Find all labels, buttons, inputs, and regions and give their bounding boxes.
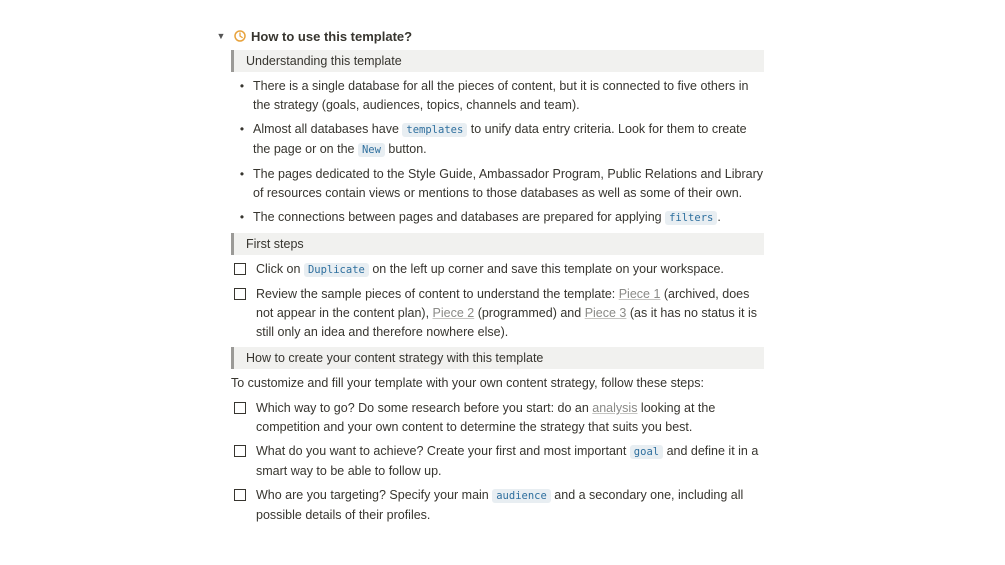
text-run: looking at the competition and your own content to determine the strategy that suits you best.	[256, 401, 716, 434]
text-run: Who are you targeting? Specify your main	[256, 488, 493, 502]
bullet-dot-icon: •	[239, 167, 245, 181]
toggle-body	[231, 50, 764, 525]
todo-text	[256, 399, 764, 437]
bullet-dot-icon: •	[239, 210, 245, 224]
todo-text	[256, 260, 764, 280]
text-run: (programmed) and	[474, 306, 585, 320]
inline-code: audience	[492, 489, 551, 503]
todo-item	[231, 486, 764, 525]
notion-content	[212, 24, 772, 530]
text-run: The connections between pages and databases are prepared for applying	[253, 210, 666, 224]
text-run: Click on	[256, 262, 304, 276]
toggle-how-to-use[interactable]	[212, 24, 772, 48]
bullet-text	[253, 165, 764, 203]
text-run: on the left up corner and save this template on your workspace.	[368, 262, 724, 276]
text-run: The pages dedicated to the Style Guide, Ambassador Program, Public Relations and Library of resources contain views or mentions to those databases as well as some of their own.	[253, 167, 764, 200]
todo-text	[256, 442, 764, 481]
page-link[interactable]: Piece 3	[584, 306, 627, 320]
bullet-text	[253, 208, 764, 228]
text-run: (archived, does not appear in the content plan),	[256, 287, 750, 320]
inline-code: Duplicate	[304, 263, 369, 277]
bullet-list-item	[231, 120, 764, 160]
todo-checkbox[interactable]	[234, 445, 246, 457]
bullet-text	[253, 77, 764, 115]
create-strategy-todo-list	[231, 399, 764, 525]
toggle-arrow-icon[interactable]: ▼	[216, 31, 226, 41]
text-run: What do you want to achieve? Create your first and most important	[256, 444, 630, 458]
clock-icon	[234, 30, 246, 42]
bullet-dot-icon: •	[239, 79, 245, 93]
inline-code: New	[358, 143, 385, 157]
page-link[interactable]: Piece 2	[432, 306, 475, 320]
callout-understanding: Understanding this template	[231, 50, 764, 72]
text-run: .	[717, 210, 721, 224]
todo-item	[231, 442, 764, 481]
text-run: and a secondary one, including all possible details of their profiles.	[256, 488, 744, 522]
inline-code: goal	[630, 445, 663, 459]
page-link[interactable]: Piece 1	[618, 287, 661, 301]
inline-code: templates	[402, 123, 467, 137]
understanding-bullet-list	[231, 77, 764, 228]
text-run: and define it in a smart way to be able to follow up.	[256, 444, 759, 478]
todo-text	[256, 486, 764, 525]
toggle-title: How to use this template?	[251, 28, 413, 44]
bullet-list-item	[231, 77, 764, 115]
first-steps-todo-list	[231, 260, 764, 342]
page-link[interactable]: analysis	[592, 401, 638, 415]
bullet-list-item	[231, 165, 764, 203]
bullet-dot-icon: •	[239, 122, 245, 136]
todo-item	[231, 399, 764, 437]
text-run: Which way to go? Do some research before you start: do an	[256, 401, 593, 415]
text-run: to unify data entry criteria. Look for them to create the page or on the	[253, 122, 747, 156]
text-run: (as it has no status it is still only an idea and therefore nowhere else).	[256, 306, 757, 339]
text-run: Review the sample pieces of content to understand the template:	[256, 287, 619, 301]
todo-text	[256, 285, 764, 342]
callout-create-strategy: How to create your content strategy with this template	[231, 347, 764, 369]
create-strategy-intro: To customize and fill your template with your own content strategy, follow these steps:	[231, 376, 704, 390]
todo-checkbox[interactable]	[234, 288, 246, 300]
bullet-text	[253, 120, 764, 160]
text-run: Almost all databases have	[253, 122, 403, 136]
todo-item	[231, 260, 764, 280]
todo-checkbox[interactable]	[234, 489, 246, 501]
inline-code: filters	[665, 211, 717, 225]
todo-checkbox[interactable]	[234, 402, 246, 414]
bullet-list-item	[231, 208, 764, 228]
todo-checkbox[interactable]	[234, 263, 246, 275]
callout-first-steps: First steps	[231, 233, 764, 255]
text-run: button.	[384, 142, 427, 156]
todo-item	[231, 285, 764, 342]
text-run: There is a single database for all the pieces of content, but it is connected to five others in the strategy (goals, audiences, topics, channels and team).	[253, 79, 749, 112]
